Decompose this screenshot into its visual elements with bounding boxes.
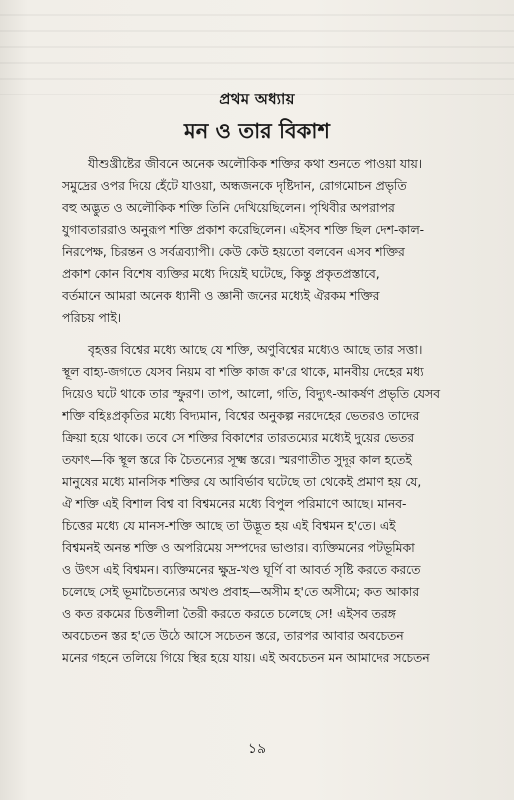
- chapter-title: মন ও তার বিকাশ: [184, 119, 330, 143]
- paragraph-2-line: বিশ্বমনই অনন্ত শক্তি ও অপরিমেয় সম্পদের ভাণ্ডার। ব্যক্তিমনের পটভূমিকা: [62, 541, 415, 555]
- paragraph-1-line: নিরপেক্ষ, চিরন্তন ও সর্বত্রব্যাপী। কেউ কেউ হয়তো বলবেন এসব শক্তির: [62, 245, 405, 259]
- paragraph-1-line: যীশুখ্রীষ্টের জীবনে অনেক অলৌকিক শক্তির কথা শুনতে পাওয়া যায়।: [88, 157, 423, 171]
- paragraph-2-line: ক্রিয়া হয়ে থাকে। তবে সে শক্তির বিকাশের তারতম্যের মধ্যেই দুয়ের ভেতর: [62, 431, 415, 445]
- paragraph-1-line: বহু অদ্ভুত ও অলৌকিক শক্তি তিনি দেখিয়েছিলেন। পৃথিবীর অপরাপর: [62, 201, 395, 215]
- paragraph-2-line: শক্তি বহিঃপ্রকৃতির মধ্যে বিদ্যমান, বিশ্বের অনুকল্প নরদেহের ভেতরও তাদের: [62, 409, 420, 423]
- paragraph-2-line: ঐ শক্তি এই বিশাল বিশ্ব বা বিশ্বমনের মধ্যে বিপুল পরিমাণে আছে। মানব-: [62, 497, 407, 511]
- paragraph-1-line: পরিচয় পাই।: [62, 311, 122, 325]
- paragraph-1-line: প্রকাশ কোন বিশেষ ব্যক্তির মধ্যে দিয়েই ঘটেছে, কিন্তু প্রকৃতপ্রস্তাবে,: [62, 267, 380, 281]
- paragraph-2-line: চিত্তের মধ্যে যে মানস-শক্তি আছে তা উদ্ভূত হয় এই বিশ্বমন হ'তে। এই: [62, 519, 396, 533]
- paragraph-2-line: বৃহত্তর বিশ্বের মধ্যে আছে যে শক্তি, অণুবিশ্বের মধ্যেও আছে তার সত্তা।: [88, 343, 423, 357]
- paragraph-2-line: চলেছে সেই ভূমাচৈতন্যের অখণ্ড প্রবাহ—অসীম হ'তে অসীমে; কত আকার: [62, 585, 420, 599]
- paragraph-2-line: মনের গহনে তলিয়ে গিয়ে স্থির হয়ে যায়। এই অবচেতন মন আমাদের সচেতন: [62, 651, 430, 665]
- paragraph-2-line: স্থূল বাহ্য-জগতে যেসব নিয়ম বা শক্তি কাজ ক'রে থাকে, মানবীয় দেহের মধ্য: [62, 365, 424, 379]
- paragraph-1-line: বর্তমানে আমরা অনেক ধ্যানী ও জ্ঞানী জনের মধ্যেই ঐরকম শক্তির: [62, 289, 380, 303]
- body-text: [62, 153, 476, 669]
- paragraph-2-line: তফাৎ—কি স্থূল স্তরে কি চৈতন্যের সূক্ষ্ম স্তরে। স্মরণাতীত সুদূর কাল হতেই: [62, 453, 412, 467]
- paragraph-1-line: সমুদ্রের ওপর দিয়ে হেঁটে যাওয়া, অন্ধজনকে দৃষ্টিদান, রোগমোচন প্রভৃতি: [62, 179, 407, 193]
- paragraph-gap: [62, 329, 476, 339]
- paragraph-2-line: অবচেতন স্তর হ'তে উঠে আসে সচেতন স্তরে, তারপর আবার অবচেতন: [62, 629, 404, 643]
- chapter-label: প্রথম অধ্যায়: [219, 90, 295, 108]
- page-number: ১৯: [247, 741, 267, 757]
- paragraph-2-line: মানুষের মধ্যে মানসিক শক্তির যে আবির্ভাব ঘটেছে তা থেকেই প্রমাণ হয় যে,: [62, 475, 422, 489]
- paragraph-1-line: যুগাবতাররাও অনুরূপ শক্তি প্রকাশ করেছিলেন। এইসব শক্তি ছিল দেশ-কাল-: [62, 223, 425, 237]
- show-through-text: [0, 0, 514, 95]
- paragraph-2-line: দিয়েও ঘটে থাকে তার স্ফুরণ। তাপ, আলো, গতি, বিদ্যুৎ-আকর্ষণ প্রভৃতি যেসব: [62, 387, 440, 401]
- paragraph-2-line: ও কত রকমের চিত্তলীলা তৈরী করতে করতে চলেছে সে! এইসব তরঙ্গ: [62, 607, 396, 621]
- paragraph-2-line: ও উৎস এই বিশ্বমন। ব্যক্তিমনের ক্ষুদ্র-খণ্ড ঘূর্ণি বা আবর্ত সৃষ্টি করতে করতে: [62, 563, 421, 577]
